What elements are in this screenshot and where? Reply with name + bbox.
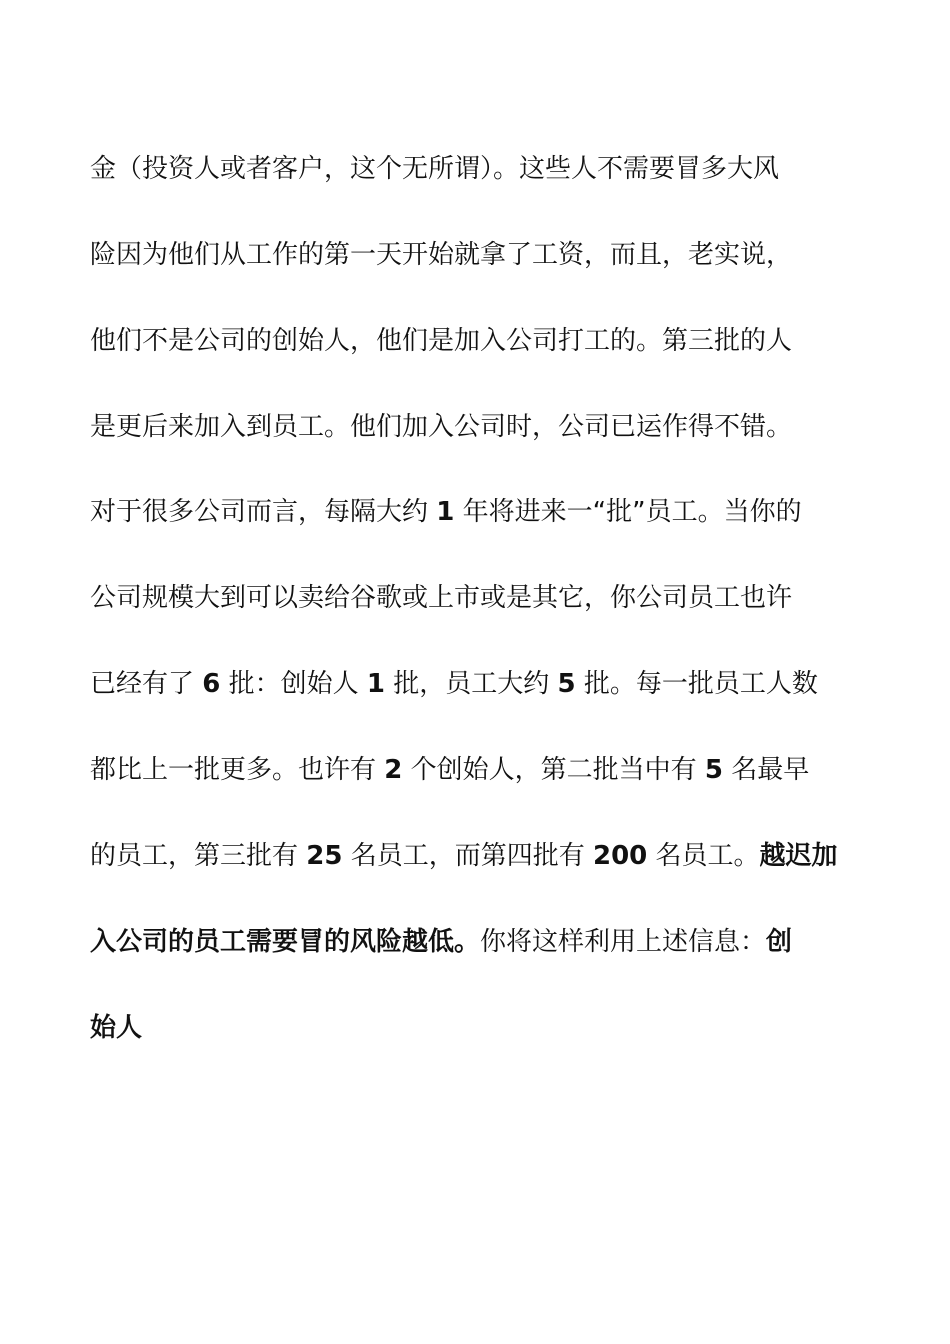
bold-emphasis: 创 xyxy=(766,927,793,957)
text-segment: 是更后来加入到员工。他们加入公司时，公司已运作得不错。 xyxy=(90,412,793,442)
text-segment: 对于很多公司而言，每隔大约 xyxy=(90,497,437,527)
text-segment: 都比上一批更多。也许有 xyxy=(90,755,385,785)
text-line-10 xyxy=(90,922,880,962)
text-segment: 险因为他们从工作的第一天开始就拿了工资，而且，老实说， xyxy=(90,240,793,270)
text-line-11 xyxy=(90,1008,880,1048)
text-segment: 个创始人，第二批当中有 xyxy=(402,755,705,785)
text-segment: 的员工，第三批有 xyxy=(90,841,307,871)
text-line-9 xyxy=(90,836,880,876)
text-segment: 公司规模大到可以卖给谷歌或上市或是其它，你公司员工也许 xyxy=(90,583,793,613)
bold-number: 25 xyxy=(306,841,343,871)
text-line-7 xyxy=(90,664,880,704)
bold-emphasis: 始人 xyxy=(90,1013,143,1043)
text-line-2 xyxy=(90,235,880,275)
text-line-8 xyxy=(90,750,880,790)
text-line-1 xyxy=(90,149,880,189)
bold-number: 2 xyxy=(384,755,403,785)
text-segment: 你将这样利用上述信息： xyxy=(480,927,767,957)
text-segment: 他们不是公司的创始人，他们是加入公司打工的。第三批的人 xyxy=(90,326,793,356)
bold-number: 5 xyxy=(557,669,576,699)
text-segment: 名最早 xyxy=(722,755,810,785)
text-segment: 批：创始人 xyxy=(220,669,367,699)
bold-number: 1 xyxy=(366,669,385,699)
text-segment: 金（投资人或者客户，这个无所谓）。这些人不需要冒多大风 xyxy=(90,154,780,184)
text-segment: 批。每一批员工人数 xyxy=(575,669,818,699)
text-segment: 名员工，而第四批有 xyxy=(342,841,593,871)
bold-emphasis: 入公司的员工需要冒的风险越低。 xyxy=(90,927,481,957)
text-segment: 名员工。 xyxy=(647,841,760,871)
bold-number: 6 xyxy=(202,669,221,699)
text-segment: 已经有了 xyxy=(90,669,203,699)
text-line-3 xyxy=(90,321,880,361)
bold-emphasis: 越迟加 xyxy=(759,841,838,871)
bold-number: 5 xyxy=(704,755,723,785)
bold-number: 200 xyxy=(592,841,648,871)
text-segment: 年将进来一“批”员工。当你的 xyxy=(454,497,802,527)
text-line-4 xyxy=(90,407,880,447)
text-line-5 xyxy=(90,492,880,532)
bold-number: 1 xyxy=(436,497,455,527)
text-line-6 xyxy=(90,578,880,618)
text-segment: 批，员工大约 xyxy=(384,669,558,699)
